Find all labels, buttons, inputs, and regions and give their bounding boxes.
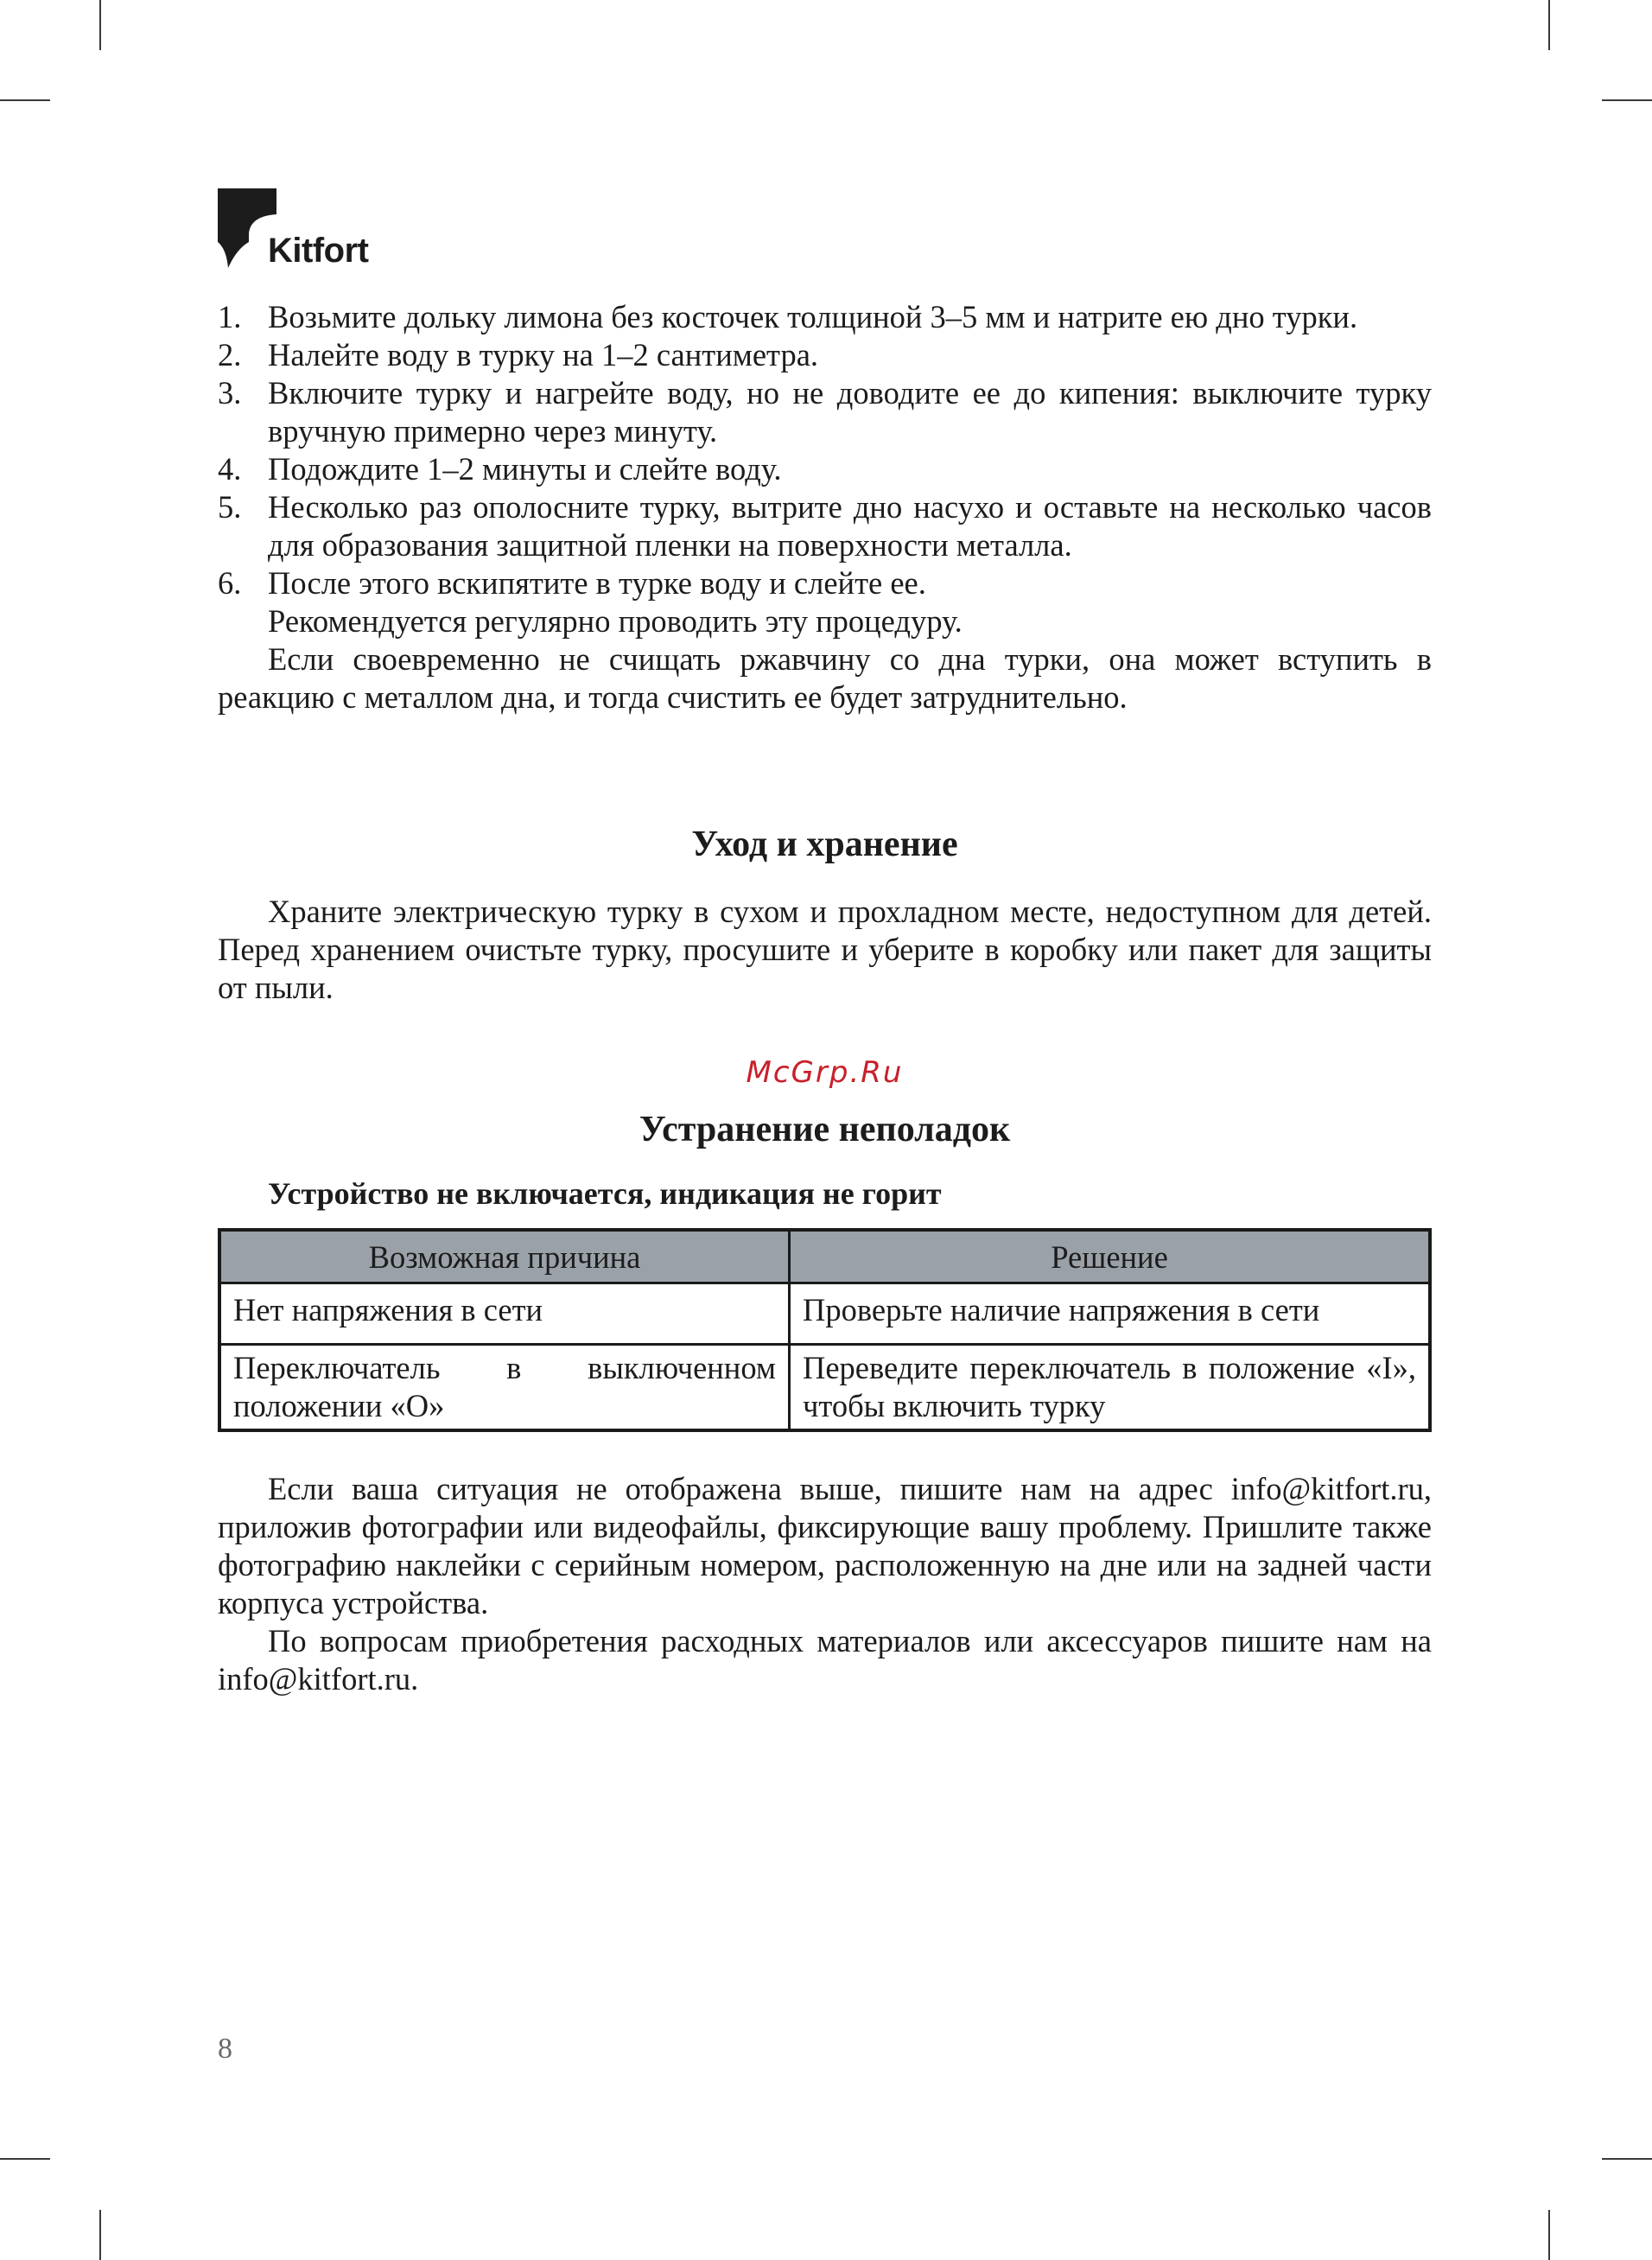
crop-mark	[1602, 99, 1652, 101]
crop-mark	[0, 2158, 50, 2160]
contact-paragraph: По вопросам приобретения расходных материалов или аксессуаров пишите нам на info@kitfort.ru.	[218, 1623, 1432, 1697]
troubleshooting-heading: Устранение неполадок	[639, 1110, 1011, 1149]
crop-mark	[99, 2210, 101, 2260]
note-paragraph: Рекомендуется регулярно проводить эту процедуру.	[268, 603, 963, 639]
crop-mark	[1602, 2158, 1652, 2160]
list-item: 4. Подождите 1–2 минуты и слейте воду.	[218, 451, 782, 487]
table-row	[219, 1283, 1430, 1345]
care-paragraph: Храните электрическую турку в сухом и прохладном месте, недоступном для детей. Перед хранением очистьте турку, просушите и уберите в коробку или пакет для защиты от пыли.	[218, 894, 1432, 1005]
column-header: Возможная причина	[219, 1230, 790, 1283]
crop-mark	[1548, 0, 1550, 50]
crop-mark	[1548, 2210, 1550, 2260]
list-item: 1. Возьмите дольку лимона без косточек толщиной 3–5 мм и натрите ею дно турки.	[218, 299, 1358, 334]
table-cell: Проверьте наличие напряжения в сети	[790, 1283, 1431, 1345]
crop-mark	[99, 0, 101, 50]
list-item: 5. Несколько раз ополосните турку, вытрите дно насухо и оставьте на несколько часов для образования защитной пленки на поверхности металла.	[218, 489, 1432, 563]
column-header: Решение	[790, 1230, 1431, 1283]
problem-heading: Устройство не включается, индикация не горит	[268, 1176, 942, 1211]
list-item: 3. Включите турку и нагрейте воду, но не доводите ее до кипения: выключите турку вручную примерно через минуту.	[218, 375, 1432, 449]
care-heading: Уход и хранение	[691, 824, 958, 864]
note-paragraph: Если своевременно не счищать ржавчину со дна турки, она может вступить в реакцию с металлом дна, и тогда счистить ее будет затруднительно.	[218, 641, 1432, 715]
crop-mark	[0, 99, 50, 101]
watermark: McGrp.Ru	[746, 1055, 904, 1090]
page-content	[218, 298, 1432, 1698]
table-cell: Переведите переключатель в положение «I», чтобы включить турку	[790, 1345, 1431, 1431]
troubleshooting-table	[218, 1228, 1432, 1432]
contact-paragraph: Если ваша ситуация не отображена выше, пишите нам на адрес info@kitfort.ru, приложив фотографии или видеофайлы, фиксирующие вашу проблему. Пришлите также фотографию наклейки с серийным номером, расположенную на дне или на задней части корпуса устройства.	[218, 1471, 1432, 1620]
steps-list	[218, 298, 1432, 602]
list-item: 2. Налейте воду в турку на 1–2 сантиметра.	[218, 337, 819, 372]
table-header-row	[219, 1230, 1430, 1283]
table-row	[219, 1345, 1430, 1431]
table-cell: Нет напряжения в сети	[219, 1283, 790, 1345]
list-item: 6. После этого вскипятите в турке воду и слейте ее.	[218, 565, 926, 601]
table-cell: Переключатель в выключенном положении «O»	[219, 1345, 790, 1431]
page-number: 8	[218, 2033, 232, 2065]
brand-name: Kitfort	[268, 232, 369, 270]
